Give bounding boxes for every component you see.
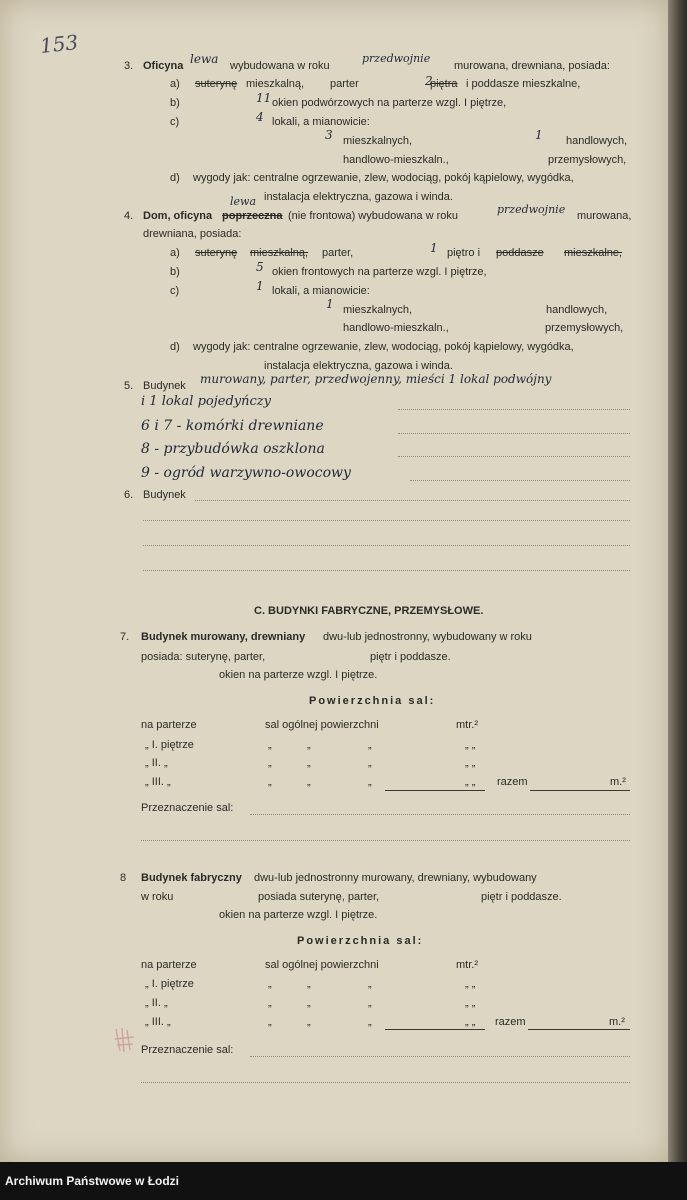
s4-a-parter: parter, (322, 247, 354, 259)
s4-a-mieszkalna: mieszkalną, (250, 247, 309, 259)
razem-line (528, 1029, 630, 1030)
s4-p-text: przemysłowych, (545, 322, 624, 334)
s7-row1-q3: „ (368, 739, 372, 751)
s7-row0-mid: sal ogólnej powierzchni (265, 719, 379, 731)
stamp-mark-icon (112, 1025, 138, 1055)
s8-row2-label: „ II. „ (145, 997, 168, 1009)
s4-d-prefix: d) (170, 341, 180, 353)
s8-przeznaczenie: Przeznaczenie sal: (141, 1044, 234, 1056)
s3-a-mieszkalna: mieszkalną, (246, 78, 305, 90)
s7-przeznaczenie: Przeznaczenie sal: (141, 802, 234, 814)
s3-label: Oficyna (143, 60, 184, 72)
s7-label: Budynek murowany, drewniany (141, 631, 306, 643)
s4-text3: drewniana, posiada: (143, 228, 242, 240)
s4-d-text2: instalacja elektryczna, gazowa i winda. (264, 360, 453, 372)
s3-c-hw: 4 (256, 110, 264, 124)
dotted-line (141, 840, 630, 841)
razem-line (530, 790, 630, 791)
s7-row2-q4: „ „ (465, 757, 476, 769)
s8-row1-q1: „ (268, 978, 272, 990)
s7-row0-unit: mtr.² (456, 719, 478, 731)
s8-row3-q3: „ (368, 1016, 372, 1028)
dotted-line (410, 480, 630, 481)
s4-h-text: handlowych, (546, 304, 608, 316)
s3-h-hw: 1 (535, 128, 543, 142)
archive-footer (0, 1162, 687, 1200)
s3-a-rest: i poddasze mieszkalne, (466, 78, 581, 90)
s4-text1: (nie frontowa) wybudowana w roku (288, 210, 458, 222)
s8-text1: dwu-lub jednostronny murowany, drewniany, wybudowany (254, 872, 537, 884)
s6-label: Budynek (143, 489, 186, 501)
s7-line2b: piętr i poddasze. (370, 651, 451, 663)
binding-edge (668, 0, 687, 1162)
s8-row2-q2: „ (307, 997, 311, 1009)
s4-c-text: lokali, a mianowicie: (272, 285, 370, 297)
s4-d-text: wygody jak: centralne ogrzewanie, zlew, wodociąg, pokój kąpielowy, wygódka, (193, 341, 574, 353)
s7-row3-q3: „ (368, 776, 372, 788)
s4-m-hw: 1 (326, 297, 334, 311)
s5-hw-line4: 8 - przybudówka oszklona (141, 441, 325, 457)
s8-row3-label: „ III. „ (145, 1016, 171, 1028)
s4-hw-side: lewa (230, 195, 257, 208)
dotted-line (143, 545, 630, 546)
s4-c-prefix: c) (170, 285, 180, 297)
s3-d-prefix: d) (170, 172, 180, 184)
s4-m-text: mieszkalnych, (343, 304, 413, 316)
s8-powierzchnia-heading: Powierzchnia sal: (297, 935, 424, 947)
sum-line (385, 1029, 485, 1030)
s7-row2-label: „ II. „ (145, 757, 168, 769)
s5-hw-line2: i 1 lokal pojedyńczy (141, 394, 271, 409)
s7-line2: posiada: suterynę, parter, (141, 651, 266, 663)
page-number: 153 (38, 30, 80, 58)
s3-m-text: mieszkalnych, (343, 135, 413, 147)
s3-c-text: lokali, a mianowicie: (272, 116, 370, 128)
s4-number: 4. (124, 210, 134, 222)
s8-row3-q2: „ (307, 1016, 311, 1028)
s3-hw-year: przedwojnie (362, 52, 431, 65)
s5-number: 5. (124, 380, 134, 392)
s7-m2: m.² (610, 776, 626, 788)
s3-a-suterene: suterynę (195, 78, 238, 90)
s4-hm-text: handlowo-mieszkaln., (343, 322, 449, 334)
dotted-line (250, 814, 630, 815)
s3-number: 3. (124, 60, 134, 72)
s7-row2-q3: „ (368, 757, 372, 769)
s8-row0-label: na parterze (141, 959, 197, 971)
s3-a-pietra: piętra (430, 78, 458, 90)
s3-c-prefix: c) (170, 116, 180, 128)
s8-row2-q1: „ (268, 997, 272, 1009)
s4-label: Dom, oficyna (143, 210, 213, 222)
s7-row2-q2: „ (307, 757, 311, 769)
s5-hw-line1: murowany, parter, przedwojenny, mieści 1 lokal podwójny (200, 372, 552, 386)
s3-text2: murowana, drewniana, posiada: (454, 60, 610, 72)
s3-m-hw: 3 (325, 128, 333, 142)
s4-a-poddasze: poddasze (496, 247, 544, 259)
dotted-line (141, 1082, 630, 1083)
s7-row2-q1: „ (268, 757, 272, 769)
s7-line3: okien na parterze wzgl. I piętrze. (219, 669, 378, 681)
s8-row1-q3: „ (368, 978, 372, 990)
s4-a-hw: 1 (430, 241, 438, 255)
s4-a-mieszkalne: mieszkalne, (564, 247, 623, 259)
s4-text2: murowana, (577, 210, 632, 222)
s8-row1-q4: „ „ (465, 978, 476, 990)
s3-d-text2: instalacja elektryczna, gazowa i winda. (264, 191, 453, 203)
s5-hw-line3: 6 i 7 - komórki drewniane (141, 418, 324, 434)
s3-h-text: handlowych, (566, 135, 628, 147)
dotted-line (398, 456, 630, 457)
sum-line (385, 790, 485, 791)
archive-name: Archiwum Państwowe w Łodzi (5, 1174, 180, 1188)
s3-hm-text: handlowo-mieszkaln., (343, 154, 449, 166)
s7-powierzchnia-heading: Powierzchnia sal: (309, 695, 436, 707)
s8-row3-q4: „ „ (465, 1016, 476, 1028)
s8-label: Budynek fabryczny (141, 872, 242, 884)
s8-row0-mid: sal ogólnej powierzchni (265, 959, 379, 971)
s4-a-prefix: a) (170, 247, 180, 259)
s3-b-hw: 11 (256, 91, 272, 105)
section-c-title: C. BUDYNKI FABRYCZNE, PRZEMYSŁOWE. (254, 605, 484, 617)
s7-row3-q1: „ (268, 776, 272, 788)
s5-label: Budynek (143, 380, 186, 392)
s3-a-hw: 2 (425, 74, 433, 88)
s8-row3-q1: „ (268, 1016, 272, 1028)
s7-row1-q1: „ (268, 739, 272, 751)
s7-row1-q4: „ „ (465, 739, 476, 751)
s8-line2b: posiada suterynę, parter, (258, 891, 380, 903)
s3-b-text: okien podwórzowych na parterze wzgl. I piętrze, (272, 97, 507, 109)
s8-line2c: piętr i poddasze. (481, 891, 562, 903)
s7-row1-label: „ I. piętrze (145, 739, 194, 751)
s7-row0-label: na parterze (141, 719, 197, 731)
s3-a-parter: parter (330, 78, 359, 90)
s7-row3-label: „ III. „ (145, 776, 171, 788)
s3-hw-side: lewa (190, 52, 219, 66)
s7-text1: dwu-lub jednostronny, wybudowany w roku (323, 631, 532, 643)
s8-line2a: w roku (141, 891, 174, 903)
s4-b-hw: 5 (256, 260, 264, 274)
s8-row2-q3: „ (368, 997, 372, 1009)
dotted-line (398, 409, 630, 410)
s5-hw-line5: 9 - ogród warzywno-owocowy (141, 465, 351, 481)
s4-b-prefix: b) (170, 266, 180, 278)
s8-row0-unit: mtr.² (456, 959, 478, 971)
dotted-line (398, 433, 630, 434)
s4-a-pietro: piętro i (447, 247, 481, 259)
s7-razem: razem (497, 776, 528, 788)
s4-a-suterene: suterynę (195, 247, 238, 259)
dotted-line (143, 570, 630, 571)
s8-row1-label: „ I. piętrze (145, 978, 194, 990)
s8-m2: m.² (609, 1016, 625, 1028)
s3-a-prefix: a) (170, 78, 180, 90)
dotted-line (250, 1056, 630, 1057)
s8-line3: okien na parterze wzgl. I piętrze. (219, 909, 378, 921)
s3-text1: wybudowana w roku (230, 60, 330, 72)
dotted-line (143, 520, 630, 521)
s7-number: 7. (120, 631, 130, 643)
s7-row3-q2: „ (307, 776, 311, 788)
s8-row2-q4: „ „ (465, 997, 476, 1009)
s6-number: 6. (124, 489, 134, 501)
s8-number: 8 (120, 872, 127, 884)
s4-b-text: okien frontowych na parterze wzgl. I piętrze, (272, 266, 487, 278)
s3-d-text: wygody jak: centralne ogrzewanie, zlew, wodociąg, pokój kąpielowy, wygódka, (193, 172, 574, 184)
s8-row1-q2: „ (307, 978, 311, 990)
s8-razem: razem (495, 1016, 526, 1028)
s7-row1-q2: „ (307, 739, 311, 751)
dotted-line (195, 500, 630, 501)
s3-p-text: przemysłowych, (548, 154, 627, 166)
s7-row3-q4: „ „ (465, 776, 476, 788)
s3-b-prefix: b) (170, 97, 180, 109)
s4-hw-year: przedwojnie (497, 203, 566, 216)
s4-strike: poprzeczna (222, 210, 283, 222)
s4-c-hw: 1 (256, 279, 264, 293)
